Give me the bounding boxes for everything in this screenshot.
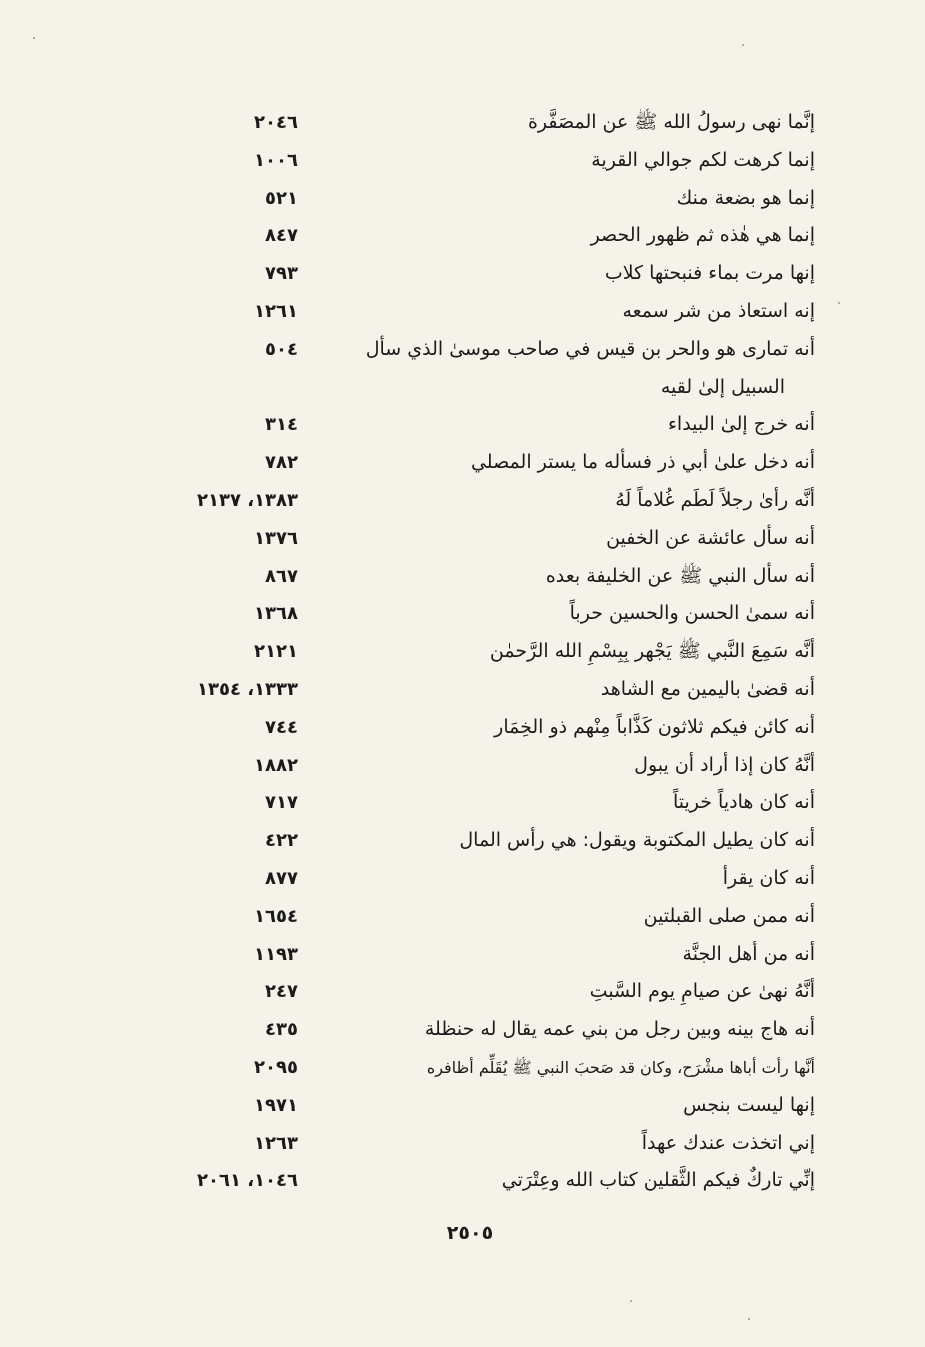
entry-text: أنَّه رأىٰ رجلاً لَطَم غُلاماً لَهُ [615,488,815,511]
index-entry [160,973,815,1011]
entry-page-refs: ٥٢١ [265,187,298,209]
entry-text: أنَّها رأت أباها مشْرَح، وكان قد صَحبَ النبي ﷺ يُقَلِّم أظافره [426,1057,815,1077]
entry-text: أنه سمىٰ الحسن والحسين حرباً [569,602,815,625]
entry-page-refs: ٧١٧ [265,792,298,814]
entry-text: أنه سأل عائشة عن الخفين [606,526,815,549]
entry-page-refs: ١٠٤٦، ٢٠٦١ [196,1170,298,1192]
entry-text: أنه كان يطيل المكتوبة ويقول: هي رأس المال [459,829,815,852]
entry-page-refs: ١٨٨٢ [254,754,298,776]
index-entry [160,180,815,218]
entry-page-refs: ٥٠٤ [265,338,298,360]
index-entry [160,255,815,293]
index-entry [160,1125,815,1163]
entry-text: أنه قضىٰ باليمين مع الشاهد [600,677,815,700]
entry-page-refs: ٧٨٢ [265,452,298,474]
entry-page-refs: ٢٤٧ [265,981,298,1003]
entry-page-refs: ١٢٦١ [254,300,298,322]
entry-text: أنه كان هادياً خريتاً [672,791,815,814]
scan-speck [630,1300,632,1302]
page-number: ٢٥٠٥ [446,1222,494,1244]
index-entry [160,747,815,785]
entry-text: أنه من أهل الجنَّة [682,942,815,965]
entry-page-refs: ٨٦٧ [265,565,298,587]
entry-page-refs: ١٢٦٣ [254,1132,298,1154]
entry-text: أنه كان يقرأ [722,866,815,889]
scan-speck [748,1318,750,1320]
index-entry [160,520,815,558]
entry-text: إنها مرت بماء فنبحتها كلاب [604,262,815,285]
entry-page-refs: ٢٠٩٥ [254,1056,298,1078]
entry-text: إنَّما نهى رسولُ الله ﷺ عن المصَفَّرة [527,111,815,133]
entry-page-refs: ٨٧٧ [265,867,298,889]
scan-speck [838,302,840,304]
entry-text: أنه دخل علىٰ أبي ذر فسأله ما يستر المصلي [470,451,815,474]
entry-text: إنما هو بضعة منك [676,186,815,209]
entry-text: أنَّهُ كان إذا أراد أن يبول [634,753,815,776]
index-entry [160,784,815,822]
index-entry [160,558,815,596]
index-entry [160,633,815,671]
entry-text: إنما كرهت لكم جوالي القرية [591,148,815,171]
entry-page-refs: ١٦٥٤ [254,905,298,927]
entry-text: إنها ليست بنجس [683,1093,815,1116]
empty-page-refs [160,369,298,407]
entry-page-refs: ٢٠٤٦ [254,112,298,133]
index-entry-continuation [160,369,815,407]
index-entry [160,1087,815,1125]
entry-page-refs: ١٩٧١ [254,1094,298,1116]
index-entry [160,217,815,255]
index-entry [160,142,815,180]
entry-text: أنَّه سَمِعَ النَّبي ﷺ يَجْهر بِبِسْمِ الله الرَّحمٰن [489,640,815,663]
entry-page-refs: ١٠٠٦ [254,149,298,171]
entry-page-refs: ١١٩٣ [254,943,298,965]
index-entry [160,671,815,709]
entry-text: أنَّهُ نهىٰ عن صيامِ يوم السَّبتِ [589,980,815,1003]
index-entry [160,1049,815,1087]
entry-page-refs: ٤٣٥ [265,1019,298,1041]
entry-page-refs: ٤٢٢ [265,830,298,852]
index-entry [160,406,815,444]
entry-text: إنما هي هٰذه ثم ظهور الحصر [590,224,815,247]
scan-speck [742,44,744,46]
index-entry [160,444,815,482]
entry-text: أنه خرج إلىٰ البيداء [668,413,815,436]
scan-speck [33,37,35,39]
index-entry [160,936,815,974]
index-entry [160,595,815,633]
entry-text: إني اتخذت عندك عهداً [641,1131,815,1154]
index-entry [160,1011,815,1049]
entry-text: أنه كائن فيكم ثلاثون كَذَّاباً مِنْهم ذو الخِمَار [494,715,815,738]
index-entry [160,331,815,369]
entry-page-refs: ٨٤٧ [265,225,298,247]
entry-text: أنه سأل النبي ﷺ عن الخليفة بعده [545,564,815,587]
index-entry [160,104,815,142]
entry-page-refs: ٧٩٣ [265,263,298,285]
index-entry [160,293,815,331]
entry-text-continuation: السبيل إلىٰ لقيه [660,375,785,398]
entry-page-refs: ٧٤٤ [265,716,298,738]
entry-text: إنِّي تاركٌ فيكم الثَّقلين كتاب الله وعِتْرَتي [501,1169,815,1192]
index-entry [160,822,815,860]
entry-page-refs: ١٣٨٣، ٢١٣٧ [196,489,298,511]
entry-page-refs: ١٣٧٦ [254,527,298,549]
entry-page-refs: ٣١٤ [265,414,298,436]
index-entry [160,898,815,936]
index-entry [160,860,815,898]
index-entry [160,1162,815,1200]
index-entry [160,709,815,747]
index-entry [160,482,815,520]
entry-page-refs: ١٣٣٣، ١٣٥٤ [196,678,298,700]
entry-text: إنه استعاذ من شر سمعه [622,299,815,322]
hadith-index-list [160,104,815,1200]
entry-text: أنه تمارى هو والحر بن قيس في صاحب موسىٰ الذي سأل [365,337,815,360]
entry-page-refs: ٢١٢١ [254,641,298,663]
entry-page-refs: ١٣٦٨ [254,603,298,625]
entry-text: أنه هاج بينه وبين رجل من بني عمه يقال له حنظلة [424,1018,815,1041]
entry-text: أنه ممن صلى القبلتين [643,904,815,927]
